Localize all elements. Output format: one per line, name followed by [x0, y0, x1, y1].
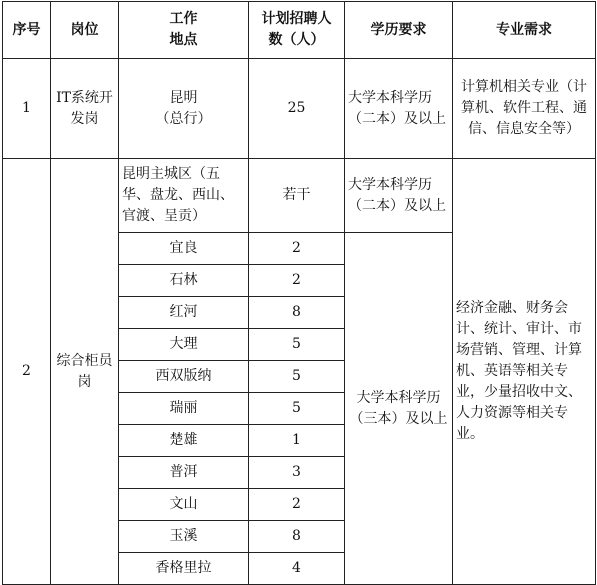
row2-count-8: 3 [249, 457, 345, 489]
row2-location-0: 昆明主城区（五华、盘龙、西山、官渡、呈贡） [119, 159, 249, 233]
row1-no: 1 [3, 59, 51, 159]
row1-edu: 大学本科学历（二本）及以上 [345, 59, 453, 159]
row2-post: 综合柜员岗 [51, 159, 119, 585]
row1-count: 25 [249, 59, 345, 159]
row2-location-3: 红河 [119, 297, 249, 329]
table-row [3, 159, 596, 233]
row2-count-9: 2 [249, 489, 345, 521]
row2-location-9: 文山 [119, 489, 249, 521]
header-no: 序号 [3, 2, 51, 59]
header-post: 岗位 [51, 2, 119, 59]
row2-count-3: 8 [249, 297, 345, 329]
row2-major: 经济金融、财务会计、统计、审计、市场营销、管理、计算机、英语等相关专业，少量招收中文、人力资源等相关专业。 [453, 159, 596, 585]
header-count: 计划招聘人 数（人） [249, 2, 345, 59]
row2-count-5: 5 [249, 361, 345, 393]
row2-no: 2 [3, 159, 51, 585]
table-row [3, 59, 596, 159]
header-location: 工作 地点 [119, 2, 249, 59]
row2-count-0: 若干 [249, 159, 345, 233]
header-major: 专业需求 [453, 2, 596, 59]
row2-location-4: 大理 [119, 329, 249, 361]
row2-location-7: 楚雄 [119, 425, 249, 457]
row1-major: 计算机相关专业（计算机、软件工程、通信、信息安全等） [453, 59, 596, 159]
row2-edu-main: 大学本科学历（二本）及以上 [345, 159, 453, 233]
row2-edu-other: 大学本科学历（三本）及以上 [345, 233, 453, 585]
row2-count-4: 5 [249, 329, 345, 361]
row1-post: IT系统开发岗 [51, 59, 119, 159]
row2-location-5: 西双版纳 [119, 361, 249, 393]
row2-location-1: 宜良 [119, 233, 249, 265]
row2-location-2: 石林 [119, 265, 249, 297]
recruitment-table [2, 1, 596, 585]
row2-count-1: 2 [249, 233, 345, 265]
row2-location-8: 普洱 [119, 457, 249, 489]
row1-location: 昆明 （总行） [119, 59, 249, 159]
row2-count-10: 8 [249, 521, 345, 553]
row2-location-10: 玉溪 [119, 521, 249, 553]
row2-location-11: 香格里拉 [119, 553, 249, 585]
row2-count-11: 4 [249, 553, 345, 585]
row2-location-6: 瑞丽 [119, 393, 249, 425]
row2-count-7: 1 [249, 425, 345, 457]
header-row [3, 2, 596, 59]
row2-count-2: 2 [249, 265, 345, 297]
header-edu: 学历要求 [345, 2, 453, 59]
row2-count-6: 5 [249, 393, 345, 425]
